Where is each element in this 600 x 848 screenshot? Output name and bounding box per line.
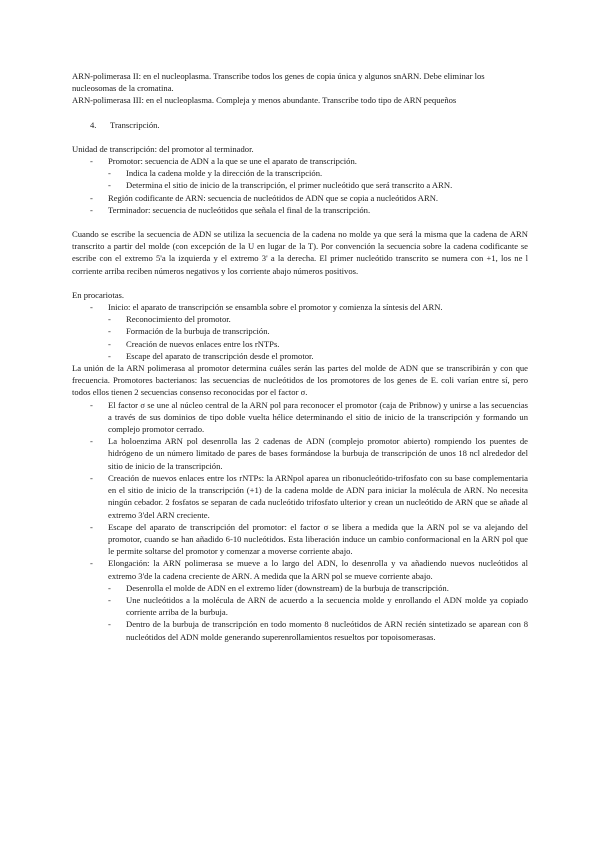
section-heading xyxy=(90,119,528,131)
sub-item-text: - Une nucleótidos a la molécula de ARN de acuerdo a la secuencia molde y enrollando el ADN molde ya copiado corriente arriba de la burbuja. xyxy=(126,594,528,618)
list-item-text: La holoenzima ARN pol desenrolla las 2 cadenas de ADN (complejo promotor abierto) rompiendo los puentes de hidrógeno de un número limitado de pares de bases formándose la burbuja de transcripción de unos 18 ncl alrededor del sitio de inicio de la transcripción. xyxy=(108,436,528,471)
sub-item xyxy=(72,167,528,179)
list-item-text: Promotor: secuencia de ADN a la que se une el aparato de transcripción. xyxy=(108,156,357,167)
sub-item xyxy=(72,338,528,350)
list-item-elongacion xyxy=(72,557,528,642)
list-item-promotor xyxy=(72,155,528,192)
inicio-list xyxy=(72,301,528,362)
list-item-terminador xyxy=(72,204,528,216)
list-item-holoenzima xyxy=(72,435,528,472)
sub-item xyxy=(72,350,528,362)
list-item-text: Escape del aparato de transcripción del promotor: el factor σ se libera a medida que la ARN pol se va alejando del promotor, cuando se han añadido 6-10 nucleótidos. Esta liberación induce un cambio conformacional en la ARN pol que le permite soltarse del promotor y comenzar a moverse corriente abajo. xyxy=(108,521,528,557)
sub-item xyxy=(72,582,528,594)
union-paragraph: La unión de la ARN polimerasa al promotor determina cuáles serán las partes del molde de ADN que se transcribirán y con que frecuencia. Promotores bacterianos: las secuencias de nucleótidos de los promotores de los genes de E. coli varían entre sí, pero todos ellos tienen 2 secuencias consenso reconocidas por el factor σ. xyxy=(72,363,528,398)
unidad-heading: Unidad de transcripción: del promotor al terminador. xyxy=(72,143,254,154)
unidad-list xyxy=(72,155,528,216)
sub-item-text: - Desenrolla el molde de ADN en el extremo líder (downstream) de la burbuja de transcripción. xyxy=(126,582,449,593)
list-item-text: Elongación: la ARN polimerasa se mueve a lo largo del ADN, lo desenrolla y va añadiendo nuevos nucleótidos al extremo 3'de la cadena creciente de ARN. A medida que la ARN pol se mueve corriente abajo. xyxy=(108,558,528,581)
list-item-text: Creación de nuevos enlaces entre los rNTPs: la ARNpol aparea un ribonucleótido-trifosfato con su base complementaria en el sitio de inicio de la transcripción (+1) de la cadena molde de ADN para iniciar la molécula de ARN. No necesita ningún cebador. 2 fosfatos se separan de cada nucleótido trifosfato ulterior y crean un nucleótido de ARN que se añade al extremo 3'del ARN creciente. xyxy=(108,472,528,520)
list-item-enlaces xyxy=(72,472,528,521)
procariotas-heading: En procariotas. xyxy=(72,289,125,300)
elongacion-sublist xyxy=(108,582,528,643)
section-number: 4. xyxy=(90,119,97,130)
section-title: Transcripción. xyxy=(110,119,160,130)
sub-item-text: - Dentro de la burbuja de transcripción en todo momento 8 nucleótidos de ARN recién sintetizado se aparean con 8 nucleótidos del ADN molde generando superenrollamientos resueltos por topoisomerasas. xyxy=(126,619,528,642)
sub-item xyxy=(72,179,528,191)
list-item-region xyxy=(72,192,528,204)
sub-item xyxy=(72,594,528,618)
list-item-escape xyxy=(72,521,528,558)
sub-item-text: - Creación de nuevos enlaces entre los rNTPs. xyxy=(126,338,280,349)
list-item-text: El factor σ se une al núcleo central de la ARN pol para reconocer el promotor (caja de Pribnow) y unirse a las secuencias a través de sus dominios de tipo doble vuelta hélice determinando el sitio de inicio de la transcripción y formando un complejo promotor cerrado. xyxy=(108,399,528,435)
cuando-paragraph: Cuando se escribe la secuencia de ADN se utiliza la secuencia de la cadena no molde ya que será la misma que la cadena de ARN transcrito a partir del molde (con excepción de la U en lugar de la T). Por convención la secuencia sobre la cadena codificante se escribe con el extremo 5'a la izquierda y el extremo 3' a la derecha. El primer nucleótido transcrito se numera con +1, los ne l corriente arriba reciben números negativos y los corriente abajo números positivos. xyxy=(72,229,528,276)
sub-item xyxy=(72,618,528,642)
sub-item-text: - Reconocimiento del promotor. xyxy=(126,314,231,325)
inicio-sublist xyxy=(108,313,528,362)
list-item-inicio xyxy=(72,301,528,362)
sub-item-text: - Determina el sitio de inicio de la transcripción, el primer nucleótido que será transcrito a ARN. xyxy=(126,180,453,191)
list-item-factor-sigma xyxy=(72,399,528,436)
pol3-paragraph: ARN-polimerasa III: en el nucleoplasma. Compleja y menos abundante. Transcribe todo tipo de ARN pequeños xyxy=(72,95,457,106)
sub-item-text: - Escape del aparato de transcripción desde el promotor. xyxy=(126,350,314,361)
sub-item-text: - Indica la cadena molde y la dirección de la transcripción. xyxy=(126,168,323,179)
list-item-text: Región codificante de ARN: secuencia de nucleótidos de ADN que se copia a nucleótidos ARN. xyxy=(108,192,439,203)
sub-item xyxy=(72,313,528,325)
sub-item-text: - Formación de la burbuja de transcripción. xyxy=(126,326,270,337)
list-item-text: Inicio: el aparato de transcripción se ensambla sobre el promotor y comienza la síntesis del ARN. xyxy=(108,302,443,313)
sub-item xyxy=(72,325,528,337)
pol2-paragraph: ARN-polimerasa II: en el nucleoplasma. Transcribe todos los genes de copia única y algunos snARN. Debe eliminar los nucleosomas de la cromatina. xyxy=(72,71,485,94)
list-item-text: Terminador: secuencia de nucleótidos que señala el final de la transcripción. xyxy=(108,204,371,215)
promotor-sublist xyxy=(108,167,528,191)
procariotas-steps-list xyxy=(72,399,528,643)
